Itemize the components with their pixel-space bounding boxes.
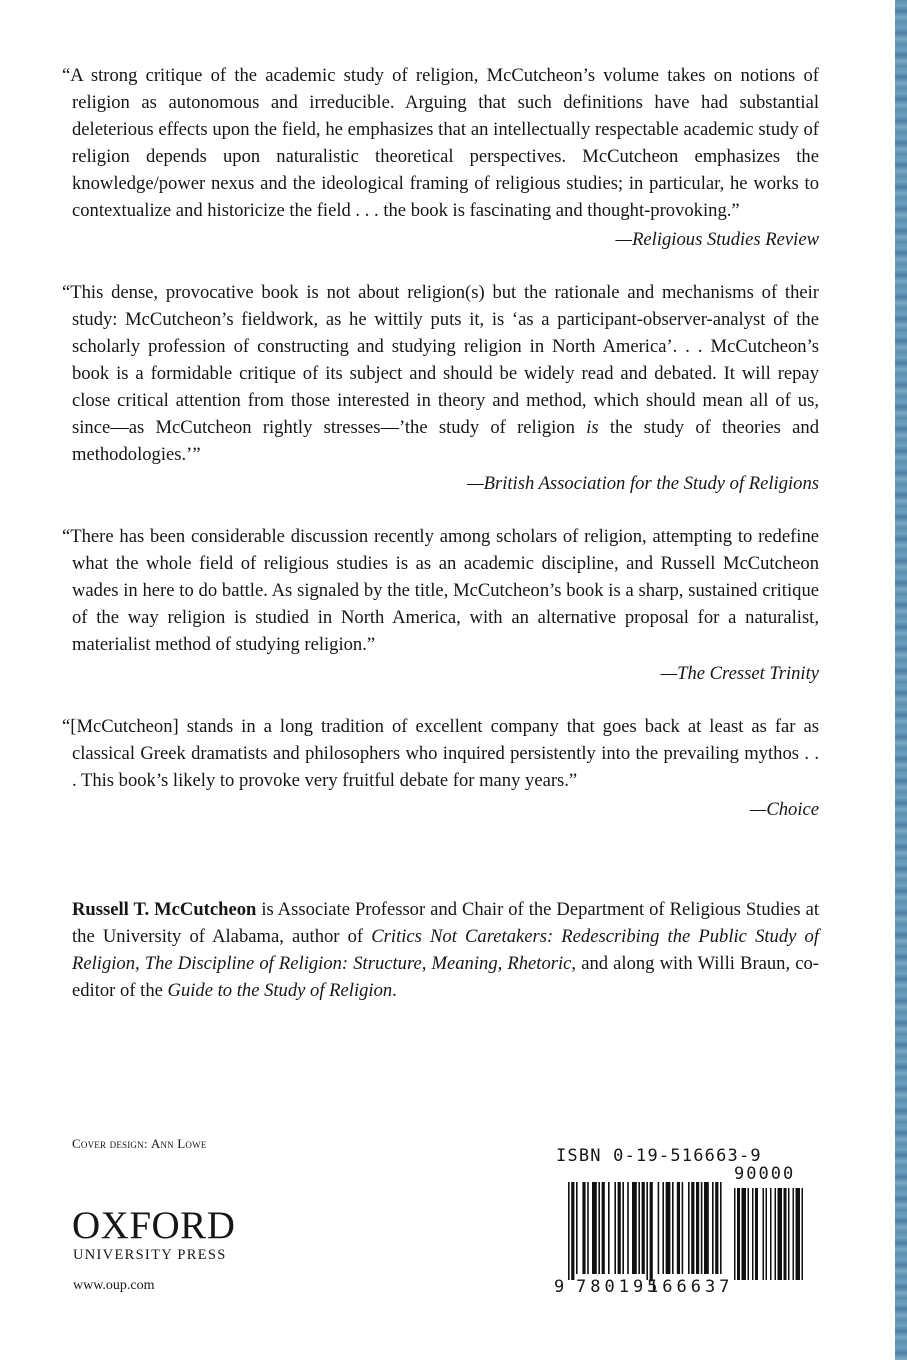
- barcode-bar: [763, 1188, 765, 1280]
- cover-designer-name: Ann Lowe: [150, 1136, 207, 1151]
- barcode-bar: [627, 1182, 629, 1274]
- barcode-bar: [688, 1182, 690, 1274]
- barcode-bar: [677, 1182, 680, 1274]
- barcode-bar: [766, 1188, 768, 1280]
- barcode-bar: [587, 1182, 589, 1274]
- review-item: [62, 523, 819, 687]
- author-bio-text: , and along with Willi Braun, co-editor of the: [72, 953, 819, 1001]
- author-bio-text: is Associate Professor and Chair of the Department of Religious Studies at the University of Alabama, author of: [72, 899, 819, 947]
- review-item: [62, 279, 819, 497]
- barcode-bar: [748, 1188, 750, 1280]
- author-book-titles: Critics Not Caretakers: Redescribing the Public Study of Religion, The Discipline of Religion: Structure, Meaning, Rhetoric: [72, 926, 819, 974]
- ean-first-digit: 9: [554, 1277, 565, 1297]
- barcode-bar: [784, 1188, 787, 1280]
- review-source: —Choice: [749, 799, 819, 820]
- isbn-barcode: [554, 1146, 814, 1306]
- barcode-bar: [662, 1182, 664, 1274]
- barcode-bar: [704, 1182, 709, 1274]
- review-quote-text: “This dense, provocative book is not about religion(s) but the rationale and mechanisms of their study: McCutcheon’s fieldwork, as he wittily puts it, is ‘as a participant-observer-analyst of the scholarly profession of constructing and studying religion in North America’. . . McCutcheon’s book is a formidable critique of its subject and should be widely read and debated. It will repay close critical attention from those interested in theory and method, which should mean all of us, since—as McCutcheon rightly stresses—’the study of religion: [62, 282, 819, 438]
- barcode-bar: [598, 1182, 600, 1274]
- barcode-bar: [752, 1188, 754, 1280]
- barcode-bar: [755, 1188, 758, 1280]
- barcode-bar: [568, 1182, 570, 1280]
- barcode-bar: [742, 1188, 747, 1280]
- author-bio-text: .: [392, 980, 397, 1001]
- author-name: Russell T. McCutcheon: [72, 899, 257, 920]
- review-item: [62, 713, 819, 823]
- reviews-section: [62, 62, 819, 849]
- publisher-subtitle: UNIVERSITY PRESS: [73, 1247, 227, 1263]
- cover-design-credit: [72, 1136, 207, 1152]
- barcode-bar: [720, 1182, 722, 1274]
- publisher-imprint: [72, 1206, 312, 1294]
- publisher-url: www.oup.com: [73, 1278, 155, 1293]
- barcode-bars-icon: [554, 1182, 814, 1284]
- barcode-bar: [642, 1182, 645, 1274]
- barcode-bar: [614, 1182, 616, 1274]
- isbn-number: ISBN 0-19-516663-9: [556, 1146, 762, 1166]
- barcode-bar: [734, 1188, 736, 1280]
- review-quote-text: “A strong critique of the academic study of religion, McCutcheon’s volume takes on notions of religion as autonomous and irreducible. Arguing that such definitions have had substantial deleterious effects upon the field, he emphasizes that an intellectually respectable academic study of religion depends upon naturalistic theoretical perspectives. McCutcheon emphasizes the knowledge/power nexus and the ideological framing of religious studies; in particular, he works to contextualize and historicize the field . . . the book is fascinating and thought-provoking.”: [62, 65, 819, 221]
- barcode-bar: [682, 1182, 684, 1274]
- spine-edge-strip: [895, 0, 907, 1360]
- barcode-bar: [715, 1182, 718, 1274]
- barcode-bar: [618, 1182, 621, 1274]
- barcode-bar: [696, 1182, 699, 1274]
- review-quote: [62, 713, 819, 794]
- barcode-bar: [802, 1188, 804, 1280]
- barcode-bar: [788, 1188, 790, 1280]
- review-quote: [62, 279, 819, 468]
- barcode-bar: [672, 1182, 674, 1274]
- barcode-bar: [770, 1188, 772, 1280]
- review-source: —British Association for the Study of Religions: [467, 473, 819, 494]
- publisher-logo: OXFORD: [72, 1204, 236, 1247]
- barcode-bar: [778, 1188, 783, 1280]
- review-source: —Religious Studies Review: [615, 229, 819, 250]
- barcode-bar: [646, 1182, 648, 1280]
- barcode-bar: [582, 1182, 585, 1274]
- review-source: —The Cresset Trinity: [660, 663, 819, 684]
- barcode-bar: [622, 1182, 624, 1274]
- barcode-bar: [658, 1182, 660, 1274]
- barcode-bar: [632, 1182, 637, 1274]
- review-quote-emphasis: is: [586, 417, 599, 438]
- review-quote: [62, 523, 819, 658]
- review-quote: [62, 62, 819, 224]
- cover-design-label: Cover design:: [72, 1136, 148, 1151]
- barcode-bar: [775, 1188, 777, 1280]
- price-code: 90000: [734, 1164, 796, 1184]
- review-quote-text: “There has been considerable discussion recently among scholars of religion, attempting to redefine what the whole field of religious studies is as an academic discipline, and Russell McCutcheon wades in here to do battle. As signaled by the title, McCutcheon’s book is a sharp, sustained critique of the way religion is studied in North America, with an alternative proposal for a naturalist, materialist method of studying religion.”: [62, 526, 819, 655]
- review-item: [62, 62, 819, 253]
- barcode-bar: [796, 1188, 801, 1280]
- barcode-bar: [638, 1182, 640, 1274]
- barcode-bar: [608, 1182, 610, 1274]
- barcode-bar: [571, 1182, 574, 1280]
- ean-right-digits: 166637: [648, 1277, 734, 1297]
- barcode-bar: [701, 1182, 703, 1274]
- barcode-bar: [737, 1188, 740, 1280]
- barcode-bar: [650, 1182, 653, 1280]
- barcode-bar: [793, 1188, 795, 1280]
- barcode-bar: [691, 1182, 694, 1274]
- barcode-bar: [576, 1182, 578, 1274]
- barcode-bar: [592, 1182, 597, 1274]
- author-book-title: Guide to the Study of Religion: [167, 980, 393, 1001]
- review-quote-text: the study of theories and methodologies.’”: [72, 417, 819, 465]
- review-quote-text: “[McCutcheon] stands in a long tradition of excellent company that goes back at least as far as classical Greek dramatists and philosophers who inquired persistently into the prevailing mythos . . . This book’s likely to provoke very fruitful debate for many years.”: [62, 716, 819, 791]
- author-bio: [72, 896, 819, 1004]
- barcode-bar: [666, 1182, 671, 1274]
- barcode-bar: [602, 1182, 605, 1274]
- ean-left-digits: 780195: [576, 1277, 662, 1297]
- barcode-bar: [712, 1182, 714, 1274]
